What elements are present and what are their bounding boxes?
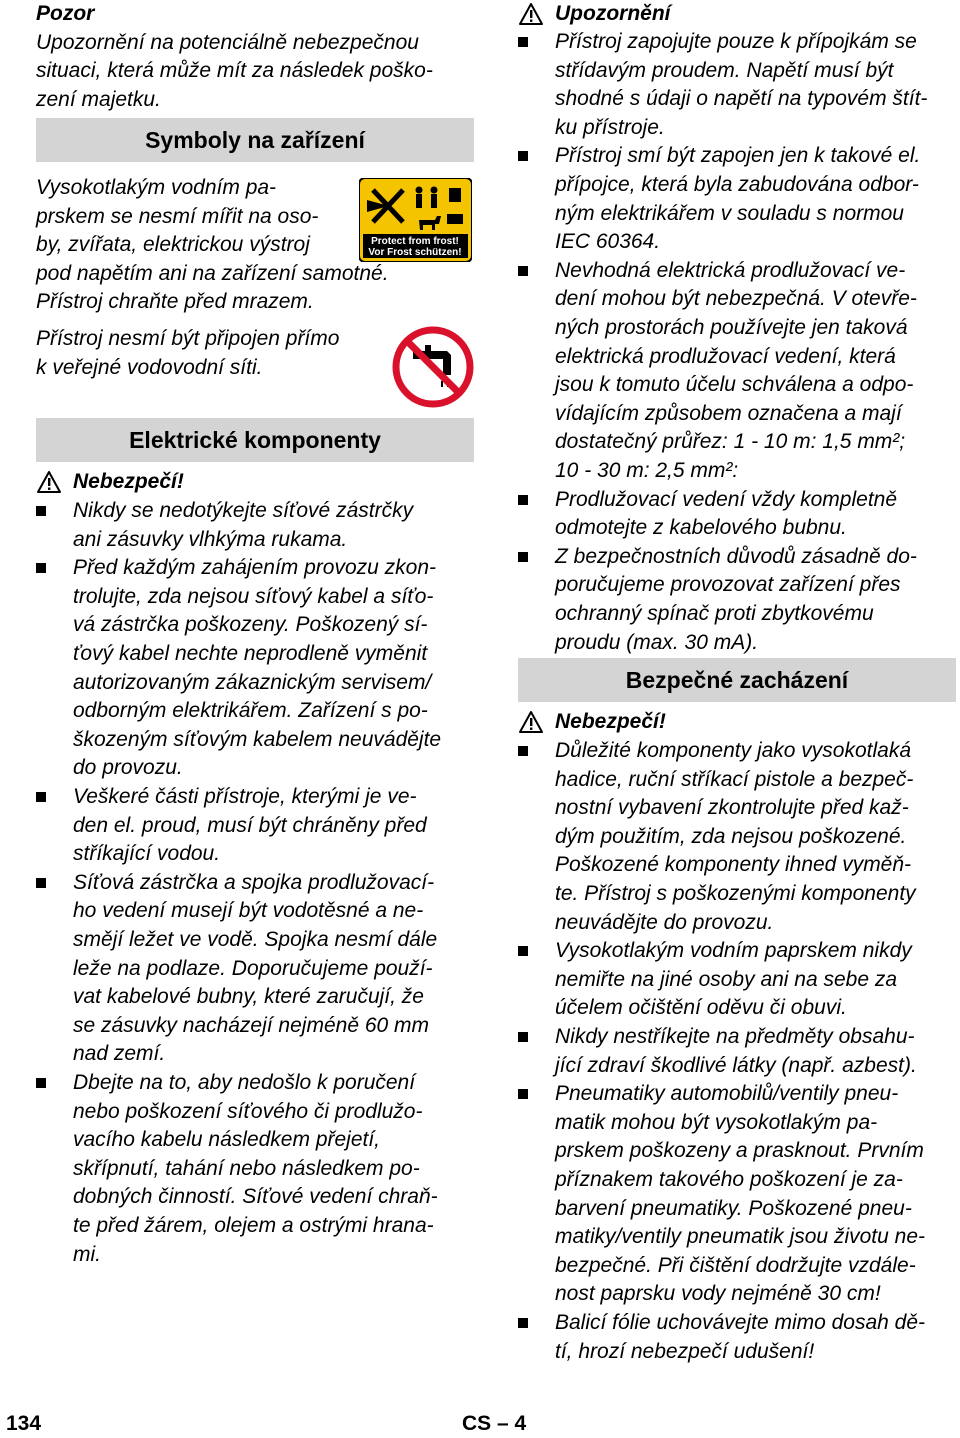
electric-bullet-line: Síťová zástrčka a spojka prodlužovací- — [73, 870, 435, 894]
symbols-heading: Symboly na zařízení — [36, 118, 474, 162]
safety-bullet-marker — [518, 946, 528, 956]
electric-bullet-line: skřípnutí, tahání nebo následkem po- — [73, 1156, 420, 1180]
symbols-text-line: Přístroj chraňte před mrazem. — [36, 290, 314, 314]
electric-bullet-marker — [36, 792, 46, 802]
safety-bullet-line: barvení pneumatiky. Poškozené pneu- — [555, 1196, 912, 1220]
safety-bullet-marker — [518, 746, 528, 756]
caution-bullet-line: střídavým proudem. Napětí musí být — [555, 58, 894, 82]
safety-bullet-line: příznakem takového poškození je za- — [555, 1168, 903, 1191]
electric-bullet-line: ho vedení musejí být vodotěsné a ne- — [73, 899, 424, 923]
electric-bullet-line: Veškeré části přístroje, kterými je ve- — [73, 785, 417, 808]
caution-bullet-line: Nevhodná elektrická prodlužovací ve- — [555, 258, 906, 282]
symbols-text-line: Vysokotlakým vodním pa- — [36, 176, 277, 199]
safety-bullet-marker — [518, 1089, 528, 1099]
danger-warning-icon-2 — [518, 710, 544, 739]
pozor-text-line: Upozornění na potenciálně nebezpečnou — [36, 30, 419, 54]
electric-components-heading: Elektrické komponenty — [36, 418, 474, 462]
caution-bullet-line: Prodlužovací vedení vždy kompletně — [555, 487, 898, 511]
water-warning-text-line: k veřejné vodovodní síti. — [36, 355, 263, 379]
caution-title: Upozornění — [555, 2, 671, 25]
electric-bullet-marker — [36, 1078, 46, 1088]
safety-bullet-line: neuvádějte do provozu. — [555, 910, 774, 934]
no-spray-warning-sign — [359, 178, 472, 262]
caution-bullet-line: IEC 60364. — [555, 230, 661, 254]
caution-bullet-marker — [518, 151, 528, 161]
caution-bullet-line: elektrická prodlužovací vedení, která — [555, 344, 896, 368]
electric-bullet-line: den el. proud, musí být chráněny před — [73, 813, 427, 837]
electric-bullet-line: Nikdy se nedotýkejte síťové zástrčky — [73, 499, 414, 522]
electric-bullet-marker — [36, 506, 46, 516]
electric-bullet-line: te před žárem, olejem a ostrými hrana- — [73, 1214, 434, 1237]
caution-bullet-line: přípojce, která byla zabudována odbor- — [555, 173, 919, 196]
safety-bullet-line: Poškozené komponenty ihned vyměň- — [555, 853, 912, 877]
electric-bullet-marker — [36, 563, 46, 573]
electric-bullet-line: stříkající vodou. — [73, 842, 221, 866]
safety-bullet-line: Vysokotlakým vodním paprskem nikdy — [555, 939, 912, 963]
danger-warning-icon — [36, 470, 62, 499]
caution-bullet-line: Přístroj zapojujte pouze k přípojkám se — [555, 30, 917, 53]
caution-bullet-line: Přístroj smí být zapojen jen k takové el. — [555, 144, 921, 168]
electric-bullet-line: nebo poškození síťového či prodlužo- — [73, 1099, 423, 1123]
electric-bullet-line: vat kabelové bubny, které zaručují, že — [73, 985, 424, 1009]
caution-bullet-line: ných prostorách používejte jen taková — [555, 316, 908, 339]
safety-bullet-line: Pneumatiky automobilů/ventily pneu- — [555, 1082, 899, 1106]
caution-bullet-line: ochranný spínač proti zbytkovému — [555, 602, 874, 625]
electric-bullet-marker — [36, 878, 46, 888]
electric-bullet-line: se zásuvky nacházejí nejméně 60 mm — [73, 1013, 430, 1037]
safety-bullet-marker — [518, 1032, 528, 1042]
safety-bullet-line: Nikdy nestříkejte na předměty obsahu- — [555, 1025, 915, 1048]
safety-bullet-line: tí, hrozí nebezpečí udušení! — [555, 1339, 815, 1363]
water-warning-text-line: Přístroj nesmí být připojen přímo — [36, 327, 340, 350]
symbols-text-line: by, zvířata, elektrickou výstroj — [36, 233, 310, 257]
caution-bullet-marker — [518, 495, 528, 505]
electric-bullet-line: nad zemí. — [73, 1042, 166, 1066]
electric-bullet-line: škozeným síťovým kabelem neuvádějte — [73, 727, 442, 751]
caution-bullet-line: ným elektrikářem v souladu s normou — [555, 201, 904, 225]
electric-bullet-line: Před každým zahájením provozu zkon- — [73, 556, 436, 580]
safety-bullet-line: jící zdraví škodlivé látky (např. azbest). — [555, 1053, 917, 1077]
sign-frost-line-1: Protect from frost! — [371, 236, 459, 247]
electric-bullet-line: smějí ležet ve vodě. Spojka nesmí dále — [73, 928, 438, 951]
danger-title: Nebezpečí! — [73, 470, 184, 493]
electric-bullet-line: do provozu. — [73, 756, 183, 780]
caution-bullet-line: Z bezpečnostních důvodů zásadně do- — [555, 544, 917, 568]
electric-bullet-line: trolujte, zda nejsou síťový kabel a síťo- — [73, 584, 434, 608]
electric-bullet-line: odborným elektrikářem. Zařízení s po- — [73, 699, 428, 723]
safety-bullet-line: nostní vybavení zkontrolujte před kaž- — [555, 796, 909, 820]
page-number: 134 — [6, 1412, 42, 1435]
electric-bullet-line: leže na podlaze. Doporučujeme použí- — [73, 956, 433, 980]
electric-bullet-line: ťový kabel nechte neprodleně vyměnit — [73, 642, 428, 665]
electric-bullet-line: ani zásuvky vlhkýma rukama. — [73, 527, 348, 551]
caution-bullet-line: proudu (max. 30 mA). — [555, 630, 759, 654]
safety-bullet-line: účelem očištění oděvu či obuvi. — [555, 996, 847, 1020]
safety-bullet-line: Balicí fólie uchovávejte mimo dosah dě- — [555, 1311, 926, 1334]
symbols-text-line: prskem se nesmí mířit na oso- — [36, 204, 319, 228]
safety-bullet-line: bezpečné. Při čištění dodržujte vzdále- — [555, 1253, 916, 1277]
safety-bullet-line: Důležité komponenty jako vysokotlaká — [555, 739, 912, 762]
safety-bullet-line: dým použitím, zda nejsou poškozené. — [555, 824, 907, 848]
caution-bullet-marker — [518, 266, 528, 276]
safety-bullet-marker — [518, 1318, 528, 1328]
safety-bullet-line: matiky/ventily pneumatik jsou životu ne- — [555, 1225, 925, 1249]
caution-bullet-line: dostatečný průřez: 1 - 10 m: 1,5 mm²; — [555, 430, 906, 454]
caution-bullet-line: poručujeme provozovat zařízení přes — [555, 573, 901, 597]
safety-bullet-line: hadice, ruční stříkací pistole a bezpeč- — [555, 767, 914, 791]
caution-bullet-line: 10 - 30 m: 2,5 mm²: — [555, 459, 739, 482]
caution-bullet-line: odmotejte z kabelového bubnu. — [555, 516, 847, 540]
symbols-text-line: pod napětím ani na zařízení samotné. — [36, 261, 389, 285]
no-water-connection-sign — [391, 325, 475, 409]
electric-bullet-line: autorizovaným zákaznickým servisem/ — [73, 670, 432, 694]
caution-bullet-line: ku přístroje. — [555, 115, 665, 139]
danger-title-2: Nebezpečí! — [555, 710, 666, 733]
safety-bullet-line: nost paprsku vody nejméně 30 cm! — [555, 1282, 881, 1306]
caution-warning-icon — [518, 2, 544, 31]
electric-bullet-line: Dbejte na to, aby nedošlo k poručení — [73, 1071, 416, 1094]
safety-bullet-line: prskem poškozeny a prasknout. Prvním — [555, 1139, 924, 1163]
language-page-indicator: CS – 4 — [462, 1412, 527, 1435]
caution-bullet-line: shodné s údaji o napětí na typovém štít- — [555, 87, 928, 111]
caution-bullet-line: vídajícím způsobem označena a mají — [555, 401, 902, 425]
sign-frost-line-2: Vor Frost schützen! — [368, 247, 462, 258]
caution-bullet-line: jsou k tomuto účelu schválena a odpo- — [555, 373, 914, 397]
safety-bullet-line: te. Přístroj s poškozenými komponenty — [555, 882, 916, 905]
caution-bullet-marker — [518, 37, 528, 47]
electric-bullet-line: dobných činností. Síťové vedení chraň- — [73, 1185, 438, 1209]
safety-bullet-line: nemiřte na jiné osoby ani na sebe za — [555, 967, 898, 991]
caution-bullet-marker — [518, 552, 528, 562]
caution-bullet-line: dení mohou být nebezpečná. V otevře- — [555, 287, 917, 311]
safe-handling-heading: Bezpečné zacházení — [518, 658, 956, 702]
safety-bullet-line: matik mohou být vysokotlakým pa- — [555, 1110, 878, 1134]
pozor-text-line: zení majetku. — [36, 87, 161, 111]
pozor-text-line: situaci, která může mít za následek poško- — [36, 59, 433, 83]
electric-bullet-line: mi. — [73, 1242, 101, 1266]
pozor-title: Pozor — [36, 2, 95, 25]
electric-bullet-line: vacího kabelu následkem přejetí, — [73, 1128, 381, 1152]
electric-bullet-line: vá zástrčka poškozeny. Poškozený sí- — [73, 613, 428, 637]
